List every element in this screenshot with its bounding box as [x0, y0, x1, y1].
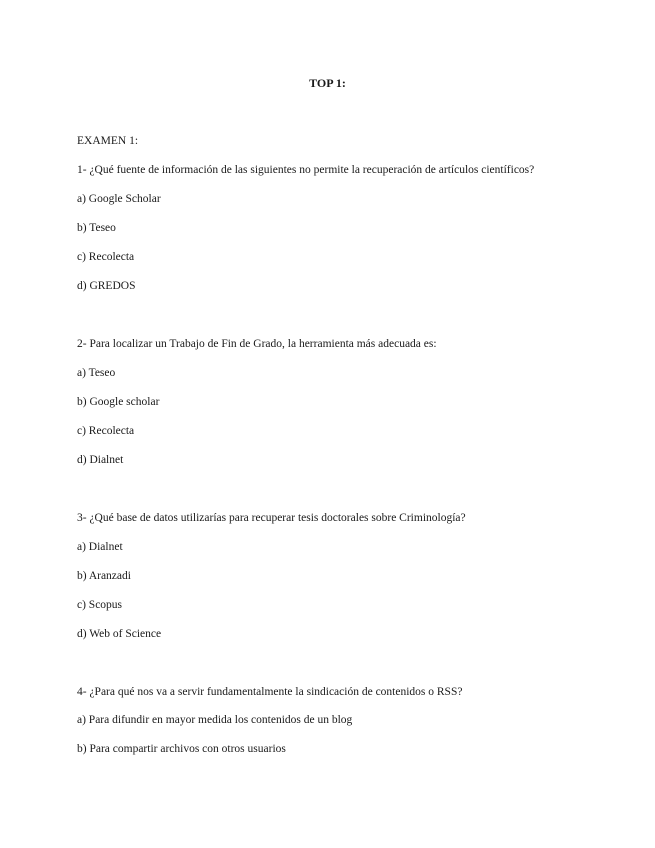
question-3-option-b: b) Aranzadi [77, 570, 131, 582]
question-2-option-b: b) Google scholar [77, 396, 160, 408]
question-3-option-c: c) Scopus [77, 599, 123, 611]
question-1-option-a: a) Google Scholar [77, 193, 161, 205]
question-1-text: 1- ¿Qué fuente de información de las siguientes no permite la recuperación de artículos científicos? [77, 164, 535, 176]
question-2-option-d: d) Dialnet [77, 454, 124, 466]
question-1-option-c: c) Recolecta [77, 251, 135, 263]
question-4-option-b: b) Para compartir archivos con otros usuarios [77, 743, 286, 755]
question-4-text: 4- ¿Para qué nos va a servir fundamentalmente la sindicación de contenidos o RSS? [77, 686, 463, 698]
question-3-option-d: d) Web of Science [77, 628, 162, 640]
question-2-option-c: c) Recolecta [77, 425, 135, 437]
question-1-option-d: d) GREDOS [77, 280, 136, 292]
question-3-text: 3- ¿Qué base de datos utilizarías para recuperar tesis doctorales sobre Criminología? [77, 512, 466, 524]
question-3-option-a: a) Dialnet [77, 541, 123, 553]
exam-label: EXAMEN 1: [77, 135, 139, 147]
question-2-text: 2- Para localizar un Trabajo de Fin de Grado, la herramienta más adecuada es: [77, 338, 437, 350]
question-2-option-a: a) Teseo [77, 367, 116, 379]
question-4-option-a: a) Para difundir en mayor medida los contenidos de un blog [77, 714, 353, 726]
page-title: TOP 1: [309, 76, 346, 90]
question-1-option-b: b) Teseo [77, 222, 116, 234]
